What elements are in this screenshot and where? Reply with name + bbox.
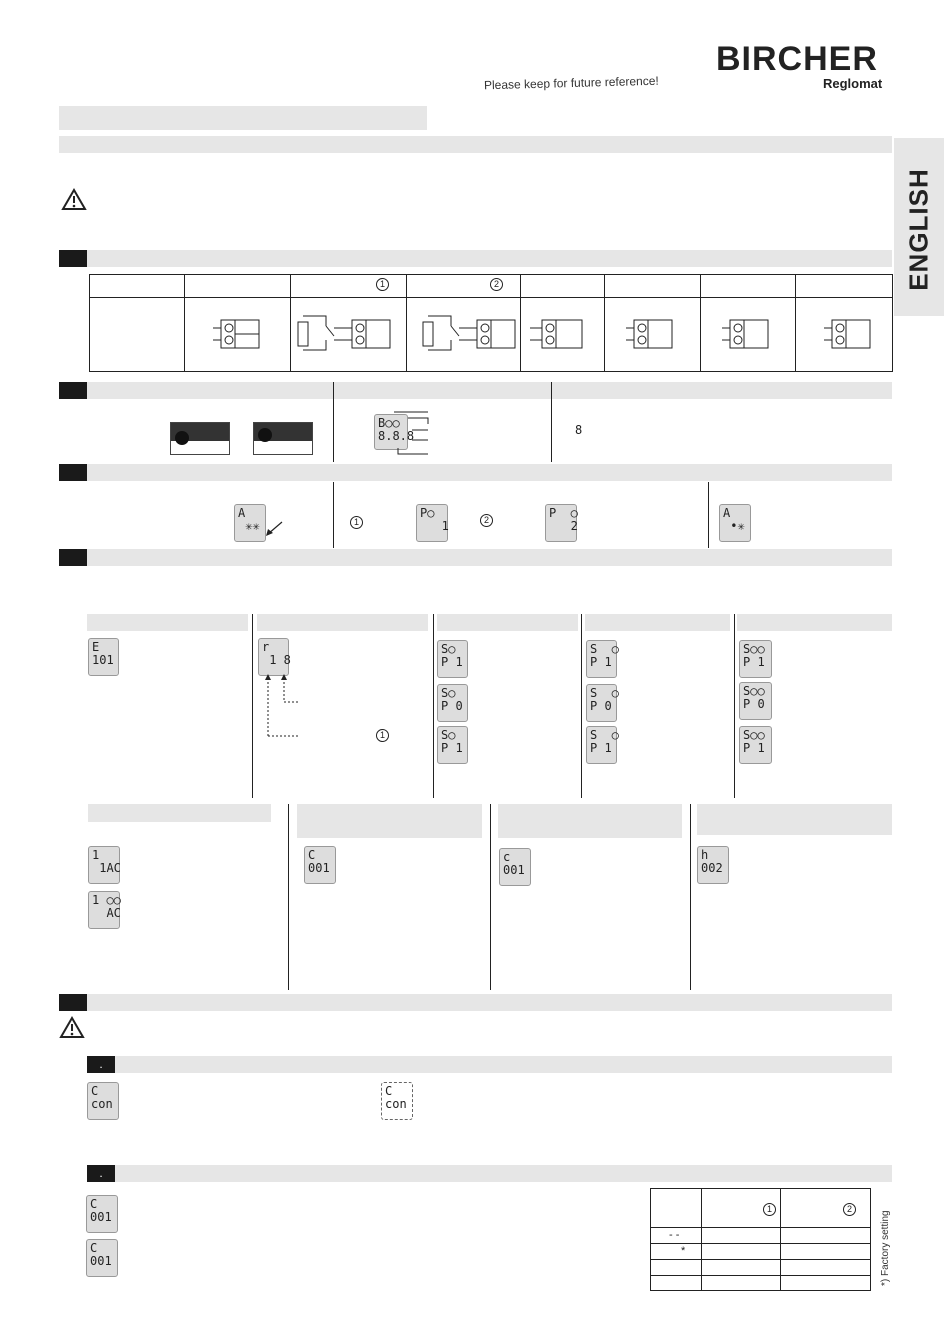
section-marker-1 [59,250,87,267]
lcd-display: S ○ P 1 [586,726,617,764]
subheader-bar [697,804,892,835]
language-label: ENGLISH [903,168,934,291]
table-cell: * [681,1245,686,1257]
section-marker-3 [59,464,87,481]
lcd-display: A •✳ [719,504,751,542]
lcd-display: S○○ P 0 [739,682,772,720]
subsection-marker: . [87,1165,115,1182]
lcd-display: S ○ P 1 [586,640,617,678]
lcd-display: c 001 [499,848,531,886]
terminal-block-icon [213,318,261,350]
circled-number-1: 1 [376,729,389,742]
section-bar-4 [87,549,892,566]
settings-table [650,1188,871,1291]
lcd-display: S○○ P 1 [739,726,772,764]
lcd-display: h 002 [697,846,729,884]
subheader-bar [87,614,248,631]
switch-diagram [170,422,230,455]
subheader-bar [88,804,271,822]
section-bar-2 [87,382,892,399]
circled-number-2: 2 [480,514,493,527]
brand-subtitle: Reglomat [823,76,883,91]
keep-note: Please keep for future reference! [483,73,659,93]
subheader-bar [257,614,428,631]
lcd-display: B○○ 8.8.8 [374,414,408,450]
circled-number-2: 2 [843,1203,856,1216]
lcd-display: S○ P 1 [437,726,468,764]
section-marker-4 [59,549,87,566]
lcd-display: r 1 8 [258,638,289,676]
lcd-display: C 001 [86,1239,118,1277]
subtitle-bar [59,136,892,153]
subsection-bar [115,1165,892,1182]
lcd-display: C con [381,1082,413,1120]
lcd-display: S ○ P 0 [586,684,617,722]
section-marker-5 [59,994,87,1011]
subheader-bar [585,614,730,631]
table-cell: - - [669,1229,680,1241]
blinking-digit: 8 [572,422,586,440]
relay-wiring-icon [421,312,517,354]
lcd-display: A ✳✳ [234,504,266,542]
lcd-display: S○○ P 1 [739,640,772,678]
section-marker-2 [59,382,87,399]
lcd-display: C 001 [86,1195,118,1233]
section-bar-3 [87,464,892,481]
lcd-display: C con [87,1082,119,1120]
lcd-display: 1 ○○ AC [88,891,120,929]
callout-lines [392,404,432,458]
terminal-block-icon [722,318,770,350]
warning-icon [61,188,87,211]
subsection-marker: . [87,1056,115,1073]
section-bar-5 [87,994,892,1011]
circled-number-1: 1 [350,516,363,529]
circled-number-2: 2 [490,278,503,291]
lcd-display: 1 1AC [88,846,120,884]
subsection-bar [115,1056,892,1073]
terminal-block-icon [824,318,872,350]
section-bar-1 [87,250,892,267]
lcd-display: P○ 1 [416,504,448,542]
lcd-display: E 101 [88,638,119,676]
terminal-block-icon [530,318,586,350]
lcd-display: S○ P 1 [437,640,468,678]
pointer-arrow-icon [264,520,284,538]
circled-number-1: 1 [376,278,389,291]
terminal-block-icon [626,318,674,350]
circled-number-1: 1 [763,1203,776,1216]
factory-setting-note: *) Factory setting [880,1210,891,1286]
warning-icon [59,1016,85,1039]
language-tab[interactable] [894,138,944,316]
subheader-bar [498,804,682,838]
callout-lines [262,674,302,740]
subheader-bar [297,804,482,838]
lcd-display: C 001 [304,846,336,884]
subheader-bar [437,614,578,631]
subheader-bar [737,614,892,631]
lcd-display: P ○ 2 [545,504,577,542]
switch-diagram [253,422,313,455]
relay-wiring-icon [296,312,392,354]
lcd-display: S○ P 0 [437,684,468,722]
brand-logo: BIRCHER [716,40,878,78]
title-bar [59,106,427,130]
